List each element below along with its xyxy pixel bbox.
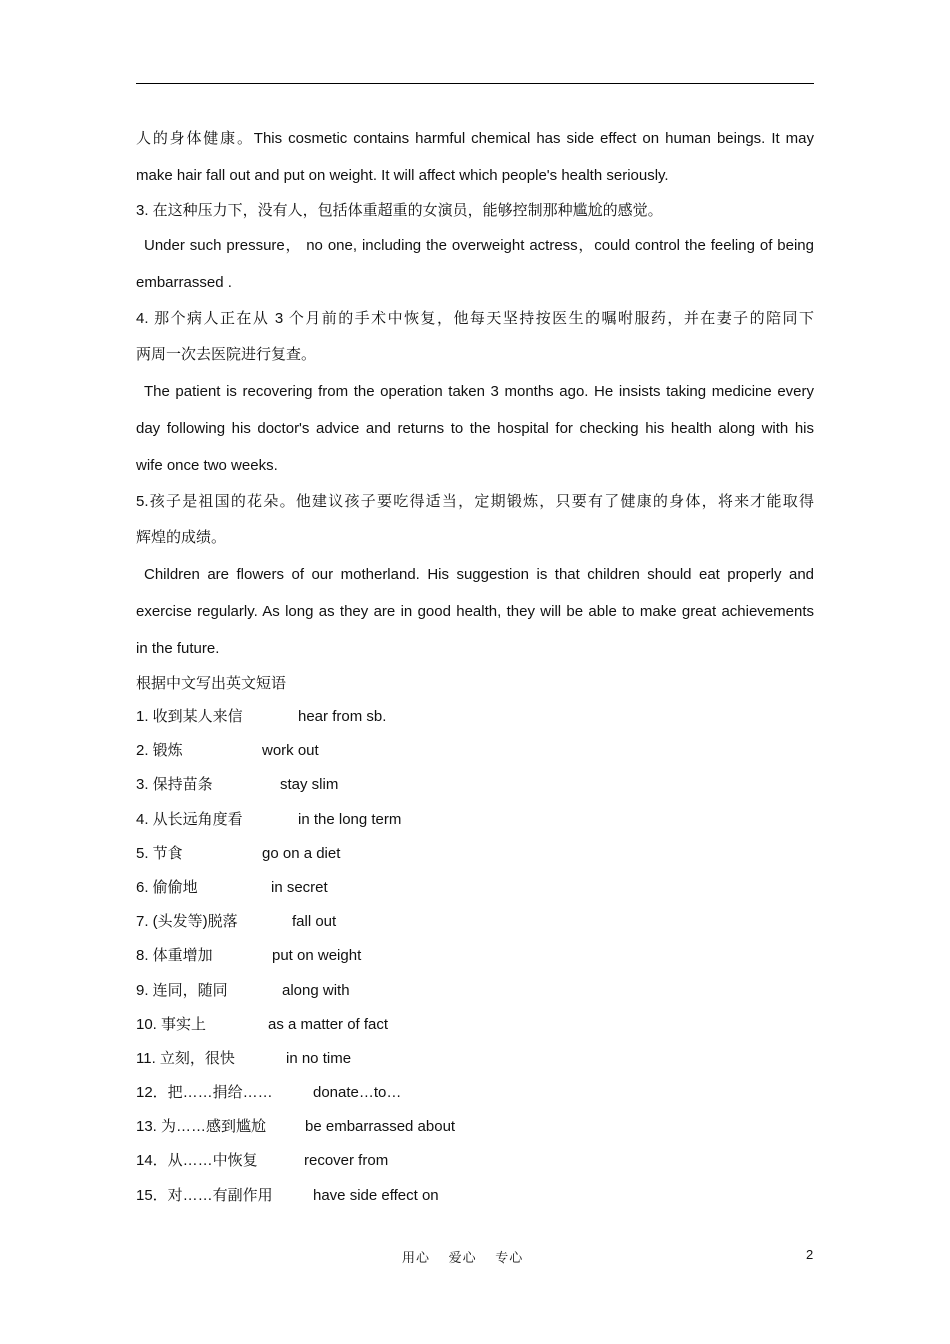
phrase-chinese: 7. (头发等)脱落 bbox=[136, 913, 238, 931]
text-line: 4. 那个病人正在从 3 个月前的手术中恢复，他每天坚持按医生的嘱咐服药，并在妻子的陪同下 bbox=[136, 310, 814, 327]
phrase-english: recover from bbox=[304, 1152, 389, 1170]
phrase-row bbox=[136, 1076, 814, 1110]
phrase-list bbox=[136, 700, 814, 1213]
phrase-english: put on weight bbox=[272, 947, 362, 965]
phrase-row bbox=[136, 1179, 814, 1213]
header-rule bbox=[136, 83, 814, 84]
phrase-chinese: 8. 体重增加 bbox=[136, 947, 213, 965]
sentence-5-english bbox=[136, 556, 814, 667]
text-line: Under such pressure， no one, including the overweight actress，could control the feeling of being bbox=[144, 237, 814, 254]
phrase-chinese: 1. 收到某人来信 bbox=[136, 708, 243, 725]
page-number: 2 bbox=[806, 1247, 814, 1262]
phrase-english: stay slim bbox=[280, 776, 339, 794]
text-line: 人的身体健康。This cosmetic contains harmful chemical has side effect on human beings. It may bbox=[136, 130, 814, 147]
phrase-chinese: 5. 节食 bbox=[136, 844, 183, 862]
page-content bbox=[136, 120, 814, 1213]
text-line: exercise regularly. As long as they are in good health, they will be able to make great achievements bbox=[136, 603, 814, 620]
phrase-english: along with bbox=[282, 981, 350, 999]
phrase-row bbox=[136, 1144, 814, 1178]
paragraph-continuation bbox=[136, 120, 814, 194]
text-line: The patient is recovering from the operation taken 3 months ago. He insists taking medicine every bbox=[144, 383, 814, 400]
phrase-chinese: 15．对……有副作用 bbox=[136, 1186, 273, 1204]
phrase-row bbox=[136, 803, 814, 837]
section-title: 根据中文写出英文短语 bbox=[136, 675, 287, 692]
phrase-english: have side effect on bbox=[313, 1186, 439, 1204]
text-line: 辉煌的成绩。 bbox=[136, 529, 227, 546]
phrase-english: in no time bbox=[286, 1049, 352, 1067]
text-line: wife once two weeks. bbox=[136, 457, 278, 474]
sentence-4-english bbox=[136, 373, 814, 484]
phrase-row bbox=[136, 700, 814, 734]
sentence-4-chinese bbox=[136, 301, 814, 373]
phrase-row bbox=[136, 734, 814, 768]
phrase-chinese: 9. 连同，随同 bbox=[136, 981, 228, 999]
phrase-row bbox=[136, 905, 814, 939]
text-line: 5.孩子是祖国的花朵。他建议孩子要吃得适当，定期锻炼，只要有了健康的身体，将来才能取得 bbox=[136, 493, 814, 510]
phrase-row bbox=[136, 871, 814, 905]
phrase-english: go on a diet bbox=[262, 844, 341, 862]
text-line: embarrassed . bbox=[136, 274, 232, 291]
phrase-english: in secret bbox=[271, 878, 328, 896]
phrase-chinese: 11. 立刻，很快 bbox=[136, 1049, 235, 1067]
phrase-row bbox=[136, 768, 814, 802]
text-line: in the future. bbox=[136, 640, 220, 657]
phrase-english: be embarrassed about bbox=[305, 1118, 456, 1136]
phrase-english: hear from sb. bbox=[298, 708, 387, 725]
phrase-chinese: 12．把……捐给…… bbox=[136, 1084, 273, 1102]
phrase-chinese: 13. 为……感到尴尬 bbox=[136, 1118, 267, 1136]
phrase-chinese: 6. 偷偷地 bbox=[136, 878, 198, 896]
text-line: 3. 在这种压力下，没有人，包括体重超重的女演员，能够控制那种尴尬的感觉。 bbox=[136, 202, 663, 219]
phrase-chinese: 4. 从长远角度看 bbox=[136, 810, 243, 828]
sentence-3-chinese bbox=[136, 194, 814, 227]
phrase-row bbox=[136, 974, 814, 1008]
phrase-chinese: 2. 锻炼 bbox=[136, 742, 183, 760]
sentence-5-chinese bbox=[136, 484, 814, 556]
text-line: make hair fall out and put on weight. It will affect which people's health seriously. bbox=[136, 167, 669, 184]
sentence-3-english bbox=[136, 227, 814, 301]
phrase-row bbox=[136, 1042, 814, 1076]
phrase-english: fall out bbox=[292, 913, 337, 931]
phrase-english: as a matter of fact bbox=[268, 1015, 389, 1033]
phrase-english: donate…to… bbox=[313, 1084, 402, 1102]
text-line: Children are flowers of our motherland. His suggestion is that children should eat properly and bbox=[144, 566, 814, 583]
text-line: 两周一次去医院进行复查。 bbox=[136, 346, 317, 363]
footer-motto: 用心 爱心 专心 bbox=[402, 1250, 524, 1265]
phrase-chinese: 3. 保持苗条 bbox=[136, 776, 213, 794]
phrase-row bbox=[136, 837, 814, 871]
phrase-row bbox=[136, 1008, 814, 1042]
phrase-english: work out bbox=[262, 742, 319, 760]
phrase-english: in the long term bbox=[298, 810, 402, 828]
phrase-row bbox=[136, 939, 814, 973]
phrase-row bbox=[136, 1110, 814, 1144]
phrase-chinese: 10. 事实上 bbox=[136, 1015, 207, 1033]
phrase-chinese: 14．从……中恢复 bbox=[136, 1152, 258, 1170]
text-line: day following his doctor's advice and returns to the hospital for checking his health along with his bbox=[136, 420, 814, 437]
